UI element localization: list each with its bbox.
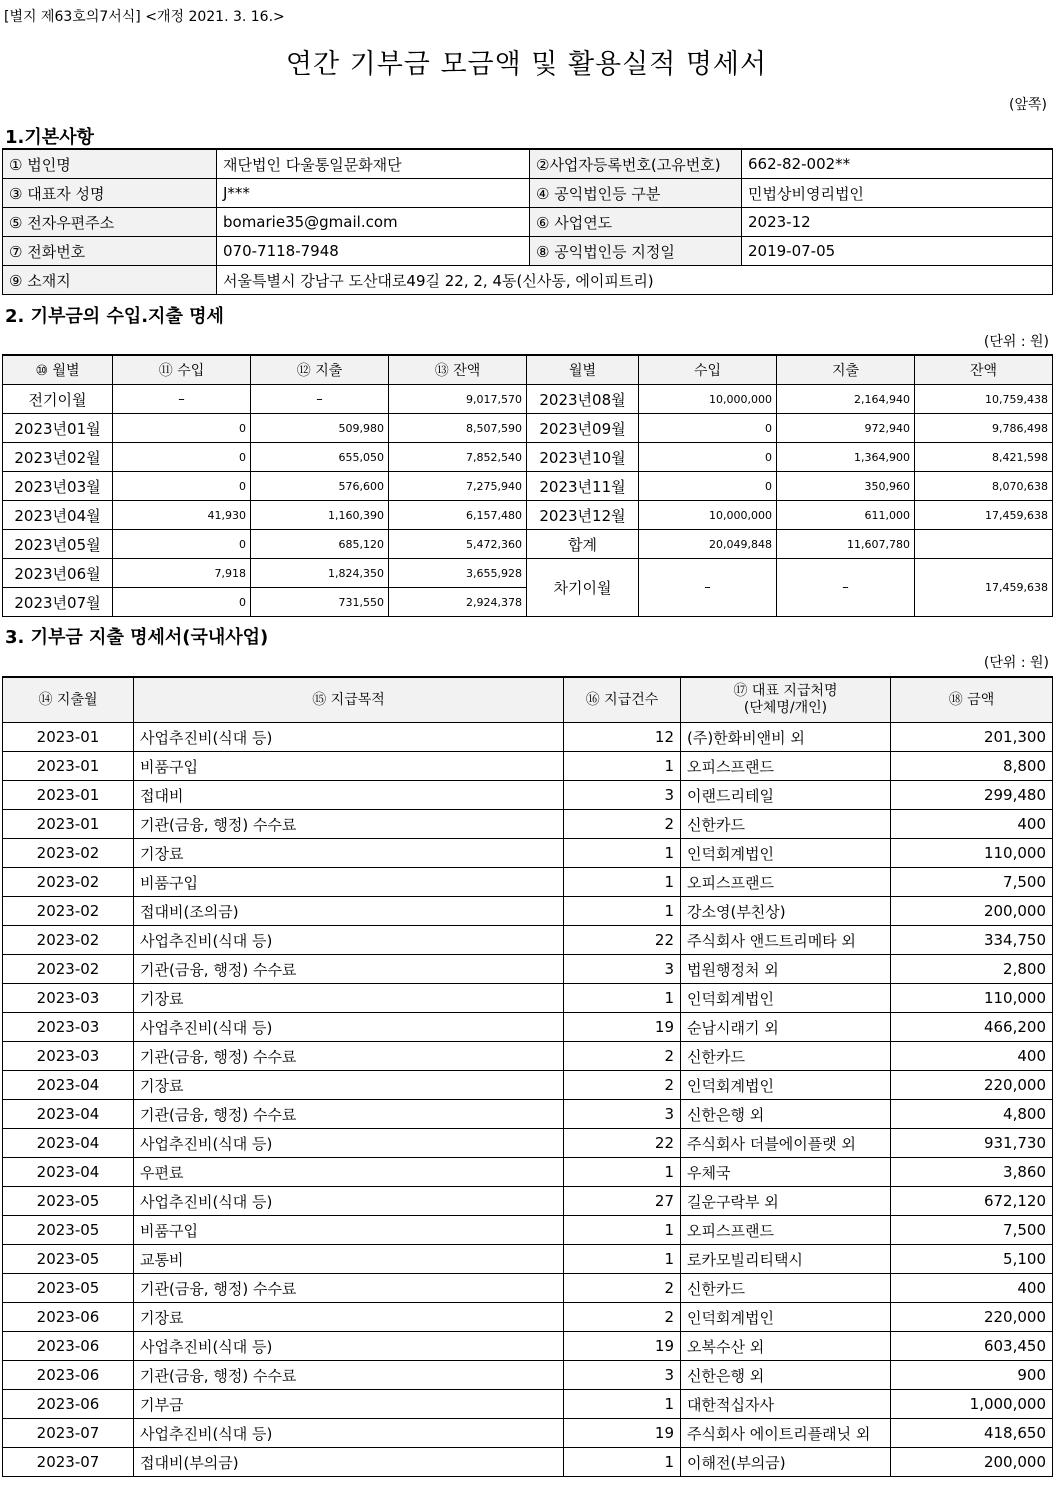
payee-cell: 인덕회계법인 [681, 1303, 891, 1332]
carry-month-cell: 차기이월 [527, 559, 639, 617]
expense-month-cell: 2023-03 [3, 1042, 134, 1071]
table-row [3, 926, 1053, 955]
amount-cell: 7,500 [891, 1216, 1053, 1245]
expense-cell: 731,550 [251, 588, 389, 617]
amount-cell: 1,000,000 [891, 1390, 1053, 1419]
expense-cell: – [251, 385, 389, 414]
income-expense-table [2, 354, 1053, 617]
income-cell: 0 [639, 443, 777, 472]
table-row [3, 955, 1053, 984]
count-cell: 19 [564, 1013, 681, 1042]
table-row [3, 1419, 1053, 1448]
address-value: 서울특별시 강남구 도산대로49길 22, 2, 4동(신사동, 에이피트리) [217, 266, 1053, 295]
header-line: (단체명/개인) [743, 700, 828, 716]
income-cell: 10,000,000 [639, 385, 777, 414]
balance-cell: 8,421,598 [915, 443, 1053, 472]
amount-cell: 200,000 [891, 1448, 1053, 1477]
count-cell: 22 [564, 926, 681, 955]
payee-cell: 인덕회계법인 [681, 839, 891, 868]
expense-cell: 1,824,350 [251, 559, 389, 588]
month-cell: 2023년12월 [527, 501, 639, 530]
month-cell: 2023년08월 [527, 385, 639, 414]
purpose-cell: 사업추진비(식대 등) [134, 1129, 564, 1158]
column-header: ⑱ 금액 [891, 677, 1053, 723]
count-cell: 2 [564, 1042, 681, 1071]
purpose-cell: 기관(금융, 행정) 수수료 [134, 1100, 564, 1129]
carry-balance-cell: 17,459,638 [915, 559, 1053, 617]
form-id: [별지 제63호의7서식] <개정 2021. 3. 16.> [4, 9, 285, 25]
expense-month-cell: 2023-07 [3, 1448, 134, 1477]
count-cell: 12 [564, 723, 681, 752]
amount-cell: 603,450 [891, 1332, 1053, 1361]
info-row [3, 208, 1053, 237]
table-row [3, 1129, 1053, 1158]
expense-cell: 655,050 [251, 443, 389, 472]
expense-month-cell: 2023-05 [3, 1216, 134, 1245]
table-row [3, 1245, 1053, 1274]
count-cell: 27 [564, 1187, 681, 1216]
count-cell: 2 [564, 1274, 681, 1303]
table-row [3, 443, 1053, 472]
document-title: 연간 기부금 모금액 및 활용실적 명세서 [285, 49, 768, 80]
column-header: ⑪ 수입 [113, 355, 251, 385]
table-row [3, 472, 1053, 501]
table-row [3, 530, 1053, 559]
page-side-label: (앞쪽) [1009, 97, 1047, 113]
expense-month-cell: 2023-07 [3, 1419, 134, 1448]
amount-cell: 8,800 [891, 752, 1053, 781]
payee-cell: 주식회사 앤드트리메타 외 [681, 926, 891, 955]
table-row [3, 781, 1053, 810]
count-cell: 19 [564, 1332, 681, 1361]
field-value: 민법상비영리법인 [742, 179, 1053, 208]
month-cell: 2023년11월 [527, 472, 639, 501]
count-cell: 1 [564, 868, 681, 897]
field-label: ⑤ 전자우편주소 [3, 208, 217, 237]
income-cell: 0 [113, 530, 251, 559]
month-cell: 2023년03월 [3, 472, 113, 501]
month-cell: 2023년10월 [527, 443, 639, 472]
expense-month-cell: 2023-05 [3, 1187, 134, 1216]
purpose-cell: 기장료 [134, 1071, 564, 1100]
expense-month-cell: 2023-04 [3, 1158, 134, 1187]
count-cell: 1 [564, 1390, 681, 1419]
table-row [3, 897, 1053, 926]
payee-cell: 신한카드 [681, 1274, 891, 1303]
purpose-cell: 사업추진비(식대 등) [134, 1187, 564, 1216]
amount-cell: 672,120 [891, 1187, 1053, 1216]
amount-cell: 201,300 [891, 723, 1053, 752]
purpose-cell: 기장료 [134, 1303, 564, 1332]
count-cell: 1 [564, 1158, 681, 1187]
payee-cell: 인덕회계법인 [681, 984, 891, 1013]
amount-cell: 220,000 [891, 1071, 1053, 1100]
count-cell: 2 [564, 1303, 681, 1332]
expense-month-cell: 2023-03 [3, 984, 134, 1013]
payee-cell: 법원행정처 외 [681, 955, 891, 984]
basic-info-table [2, 148, 1053, 295]
payee-cell: 오피스프랜드 [681, 752, 891, 781]
address-row [3, 266, 1053, 295]
month-cell: 2023년04월 [3, 501, 113, 530]
table-row [3, 1158, 1053, 1187]
expense-cell: 2,164,940 [777, 385, 915, 414]
month-cell: 2023년07월 [3, 588, 113, 617]
expense-month-cell: 2023-04 [3, 1100, 134, 1129]
table-row [3, 559, 1053, 588]
month-cell: 2023년01월 [3, 414, 113, 443]
carry-expense-cell: – [777, 559, 915, 617]
field-label: ⑧ 공익법인등 지정일 [530, 237, 742, 266]
table-row [3, 1448, 1053, 1477]
purpose-cell: 사업추진비(식대 등) [134, 1419, 564, 1448]
income-cell: 0 [113, 414, 251, 443]
expense-cell: 685,120 [251, 530, 389, 559]
table-row [3, 1332, 1053, 1361]
expense-month-cell: 2023-02 [3, 868, 134, 897]
field-label: ②사업자등록번호(고유번호) [530, 149, 742, 179]
amount-cell: 400 [891, 810, 1053, 839]
amount-cell: 5,100 [891, 1245, 1053, 1274]
payee-cell: 주식회사 더블에이플랫 외 [681, 1129, 891, 1158]
table-row [3, 868, 1053, 897]
table-row [3, 1216, 1053, 1245]
payee-cell: 대한적십자사 [681, 1390, 891, 1419]
amount-cell: 110,000 [891, 839, 1053, 868]
purpose-cell: 우편료 [134, 1158, 564, 1187]
column-header: 지출 [777, 355, 915, 385]
count-cell: 1 [564, 1448, 681, 1477]
balance-cell [915, 530, 1053, 559]
income-cell: 20,049,848 [639, 530, 777, 559]
carry-income-cell: – [639, 559, 777, 617]
section3-title: 3. 기부금 지출 명세서(국내사업) [5, 627, 269, 648]
purpose-cell: 교통비 [134, 1245, 564, 1274]
field-label: ⑥ 사업연도 [530, 208, 742, 237]
header-line: ⑰ 대표 지급처명 [733, 683, 838, 699]
table-row [3, 1303, 1053, 1332]
purpose-cell: 사업추진비(식대 등) [134, 723, 564, 752]
payee-cell: 오피스프랜드 [681, 1216, 891, 1245]
purpose-cell: 사업추진비(식대 등) [134, 1013, 564, 1042]
expense-month-cell: 2023-01 [3, 781, 134, 810]
purpose-cell: 기부금 [134, 1390, 564, 1419]
field-value: 2023-12 [742, 208, 1053, 237]
purpose-cell: 접대비(부의금) [134, 1448, 564, 1477]
table-header-row [3, 677, 1053, 723]
income-cell: 41,930 [113, 501, 251, 530]
count-cell: 3 [564, 1361, 681, 1390]
table-row [3, 1187, 1053, 1216]
month-cell: 2023년09월 [527, 414, 639, 443]
purpose-cell: 비품구입 [134, 868, 564, 897]
expense-month-cell: 2023-01 [3, 723, 134, 752]
column-header: 월별 [527, 355, 639, 385]
expense-month-cell: 2023-03 [3, 1013, 134, 1042]
payee-cell: 오복수산 외 [681, 1332, 891, 1361]
count-cell: 3 [564, 781, 681, 810]
amount-cell: 200,000 [891, 897, 1053, 926]
table-row [3, 839, 1053, 868]
purpose-cell: 비품구입 [134, 1216, 564, 1245]
table-row [3, 1071, 1053, 1100]
expense-month-cell: 2023-04 [3, 1129, 134, 1158]
payee-cell: 로카모빌리티택시 [681, 1245, 891, 1274]
payee-cell: 오피스프랜드 [681, 868, 891, 897]
field-value: 2019-07-05 [742, 237, 1053, 266]
expense-month-cell: 2023-02 [3, 955, 134, 984]
purpose-cell: 기관(금융, 행정) 수수료 [134, 810, 564, 839]
count-cell: 1 [564, 1216, 681, 1245]
income-cell: 0 [113, 443, 251, 472]
table-row [3, 723, 1053, 752]
count-cell: 22 [564, 1129, 681, 1158]
balance-cell: 17,459,638 [915, 501, 1053, 530]
balance-cell: 7,275,940 [389, 472, 527, 501]
income-cell: 7,918 [113, 559, 251, 588]
amount-cell: 400 [891, 1042, 1053, 1071]
table-row [3, 752, 1053, 781]
purpose-cell: 사업추진비(식대 등) [134, 1332, 564, 1361]
column-header: ⑬ 잔액 [389, 355, 527, 385]
table-row [3, 501, 1053, 530]
expense-month-cell: 2023-02 [3, 897, 134, 926]
expense-month-cell: 2023-01 [3, 810, 134, 839]
table-row [3, 1361, 1053, 1390]
table-row [3, 414, 1053, 443]
income-cell: 0 [639, 414, 777, 443]
field-label: ① 법인명 [3, 149, 217, 179]
expense-cell: 1,160,390 [251, 501, 389, 530]
payee-cell: 순남시래기 외 [681, 1013, 891, 1042]
expense-cell: 11,607,780 [777, 530, 915, 559]
expense-cell: 1,364,900 [777, 443, 915, 472]
column-header: ⑩ 월별 [3, 355, 113, 385]
amount-cell: 110,000 [891, 984, 1053, 1013]
balance-cell: 8,507,590 [389, 414, 527, 443]
expense-month-cell: 2023-06 [3, 1303, 134, 1332]
income-cell: 10,000,000 [639, 501, 777, 530]
column-header: 잔액 [915, 355, 1053, 385]
table-row [3, 1013, 1053, 1042]
amount-cell: 466,200 [891, 1013, 1053, 1042]
field-label: ⑦ 전화번호 [3, 237, 217, 266]
amount-cell: 220,000 [891, 1303, 1053, 1332]
count-cell: 1 [564, 897, 681, 926]
expense-month-cell: 2023-06 [3, 1390, 134, 1419]
field-value: 070-7118-7948 [217, 237, 530, 266]
purpose-cell: 기관(금융, 행정) 수수료 [134, 1274, 564, 1303]
field-value: 662-82-002** [742, 149, 1053, 179]
table-row [3, 1274, 1053, 1303]
table-row [3, 1042, 1053, 1071]
info-row [3, 237, 1053, 266]
balance-cell: 8,070,638 [915, 472, 1053, 501]
count-cell: 1 [564, 984, 681, 1013]
purpose-cell: 기관(금융, 행정) 수수료 [134, 1361, 564, 1390]
income-cell: 0 [113, 588, 251, 617]
purpose-cell: 비품구입 [134, 752, 564, 781]
section2-unit: (단위 : 원) [983, 334, 1049, 350]
balance-cell: 2,924,378 [389, 588, 527, 617]
count-cell: 2 [564, 1071, 681, 1100]
payee-cell: (주)한화비앤비 외 [681, 723, 891, 752]
amount-cell: 334,750 [891, 926, 1053, 955]
field-value: J*** [217, 179, 530, 208]
count-cell: 1 [564, 839, 681, 868]
payee-cell: 강소영(부친상) [681, 897, 891, 926]
expense-cell: 972,940 [777, 414, 915, 443]
expense-cell: 350,960 [777, 472, 915, 501]
section3-unit: (단위 : 원) [983, 655, 1049, 671]
amount-cell: 400 [891, 1274, 1053, 1303]
table-row [3, 1100, 1053, 1129]
amount-cell: 418,650 [891, 1419, 1053, 1448]
expense-month-cell: 2023-06 [3, 1361, 134, 1390]
balance-cell: 6,157,480 [389, 501, 527, 530]
expense-month-cell: 2023-04 [3, 1071, 134, 1100]
purpose-cell: 접대비(조의금) [134, 897, 564, 926]
expense-month-cell: 2023-02 [3, 926, 134, 955]
income-cell: – [113, 385, 251, 414]
amount-cell: 931,730 [891, 1129, 1053, 1158]
column-header [681, 677, 891, 723]
payee-cell: 신한카드 [681, 1042, 891, 1071]
table-row [3, 1390, 1053, 1419]
expense-cell: 611,000 [777, 501, 915, 530]
income-cell: 0 [639, 472, 777, 501]
payee-cell: 신한은행 외 [681, 1361, 891, 1390]
payee-cell: 우체국 [681, 1158, 891, 1187]
field-value: 재단법인 다울통일문화재단 [217, 149, 530, 179]
purpose-cell: 사업추진비(식대 등) [134, 926, 564, 955]
payee-cell: 길운구락부 외 [681, 1187, 891, 1216]
count-cell: 1 [564, 752, 681, 781]
purpose-cell: 접대비 [134, 781, 564, 810]
amount-cell: 299,480 [891, 781, 1053, 810]
count-cell: 1 [564, 1245, 681, 1274]
section2-title: 2. 기부금의 수입.지출 명세 [5, 306, 224, 327]
count-cell: 19 [564, 1419, 681, 1448]
balance-cell: 7,852,540 [389, 443, 527, 472]
table-row [3, 385, 1053, 414]
count-cell: 3 [564, 955, 681, 984]
column-header: ⑯ 지급건수 [564, 677, 681, 723]
expense-cell: 576,600 [251, 472, 389, 501]
balance-cell: 3,655,928 [389, 559, 527, 588]
balance-cell: 5,472,360 [389, 530, 527, 559]
payee-cell: 이해전(부의금) [681, 1448, 891, 1477]
payee-cell: 인덕회계법인 [681, 1071, 891, 1100]
expense-month-cell: 2023-06 [3, 1332, 134, 1361]
expense-month-cell: 2023-02 [3, 839, 134, 868]
expense-month-cell: 2023-05 [3, 1274, 134, 1303]
payee-cell: 주식회사 에이트리플래닛 외 [681, 1419, 891, 1448]
purpose-cell: 기관(금융, 행정) 수수료 [134, 1042, 564, 1071]
purpose-cell: 기장료 [134, 839, 564, 868]
purpose-cell: 기장료 [134, 984, 564, 1013]
balance-cell: 9,786,498 [915, 414, 1053, 443]
field-label: ③ 대표자 성명 [3, 179, 217, 208]
amount-cell: 900 [891, 1361, 1053, 1390]
column-header: ⑭ 지출월 [3, 677, 134, 723]
payee-cell: 이랜드리테일 [681, 781, 891, 810]
column-header: ⑫ 지출 [251, 355, 389, 385]
table-row [3, 984, 1053, 1013]
expense-detail-table [2, 676, 1053, 1477]
month-cell: 2023년05월 [3, 530, 113, 559]
amount-cell: 7,500 [891, 868, 1053, 897]
month-cell: 2023년02월 [3, 443, 113, 472]
balance-cell: 10,759,438 [915, 385, 1053, 414]
amount-cell: 4,800 [891, 1100, 1053, 1129]
payee-cell: 신한카드 [681, 810, 891, 839]
field-label: ④ 공익법인등 구분 [530, 179, 742, 208]
balance-cell: 9,017,570 [389, 385, 527, 414]
count-cell: 2 [564, 810, 681, 839]
payee-cell: 신한은행 외 [681, 1100, 891, 1129]
count-cell: 3 [564, 1100, 681, 1129]
column-header: 수입 [639, 355, 777, 385]
address-label: ⑨ 소재지 [3, 266, 217, 295]
purpose-cell: 기관(금융, 행정) 수수료 [134, 955, 564, 984]
expense-month-cell: 2023-01 [3, 752, 134, 781]
amount-cell: 2,800 [891, 955, 1053, 984]
income-cell: 0 [113, 472, 251, 501]
table-header-row [3, 355, 1053, 385]
amount-cell: 3,860 [891, 1158, 1053, 1187]
expense-month-cell: 2023-05 [3, 1245, 134, 1274]
month-cell: 전기이월 [3, 385, 113, 414]
expense-cell: 509,980 [251, 414, 389, 443]
info-row [3, 149, 1053, 179]
info-row [3, 179, 1053, 208]
month-cell: 2023년06월 [3, 559, 113, 588]
column-header: ⑮ 지급목적 [134, 677, 564, 723]
month-cell: 합계 [527, 530, 639, 559]
field-value: bomarie35@gmail.com [217, 208, 530, 237]
section1-title: 1.기본사항 [5, 127, 94, 148]
table-row [3, 810, 1053, 839]
